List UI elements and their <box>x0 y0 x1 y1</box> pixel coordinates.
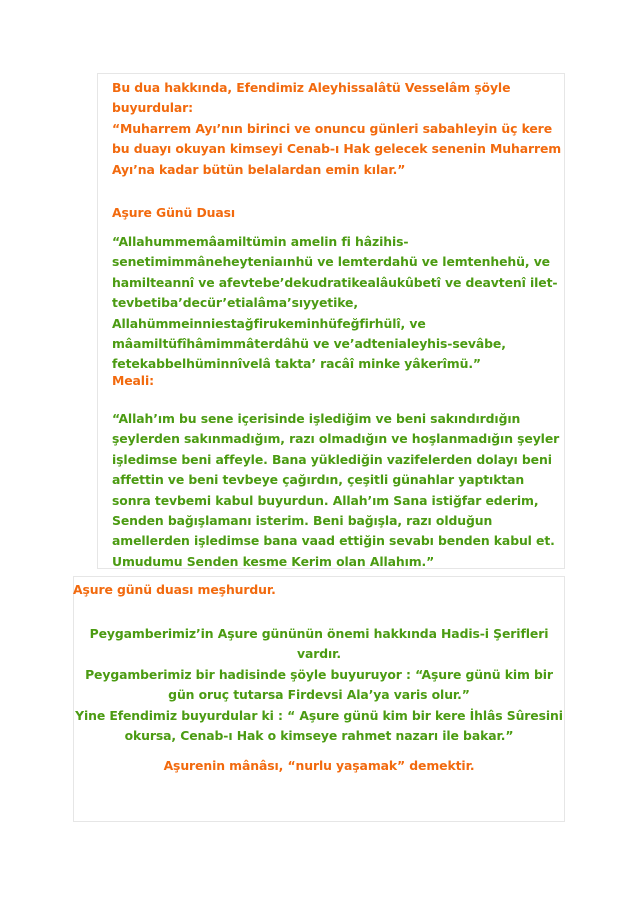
hadis-2: Yine Efendimiz buyurdular ki : “ Aşure günü kim bir kere İhlâs Sûresini okursa, Cenab-ı Hak o kimseye rahmet nazarı ile bakar.” <box>75 707 563 744</box>
intro-paragraph <box>112 78 562 180</box>
meshur-heading: Aşure günü duası meşhurdur. <box>73 582 276 597</box>
intro-quote: “Muharrem Ayı’nın birinci ve onuncu günleri sabahleyin üç kere bu duayı okuyan kimseyi Cenab-ı Hak gelecek senenin Muharrem Ayı’na kadar bütün belalardan emin kılar.” <box>112 120 562 177</box>
hadis-1: Peygamberimiz bir hadisinde şöyle buyuruyor : “Aşure günü kim bir gün oruç tutarsa Firdevsi Ala’ya varis olur.” <box>85 666 553 703</box>
dua-title: Aşure Günü Duası <box>112 205 236 220</box>
meal-title: Meali: <box>112 373 154 388</box>
intro-lead: Bu dua hakkında, Efendimiz Aleyhissalâtü Vesselâm şöyle buyurdular: <box>112 80 511 116</box>
hadis-block <box>75 624 563 746</box>
hadis-intro: Peygamberimiz’in Aşure gününün önemi hakkında Hadis-i Şerifleri vardır. <box>89 626 549 662</box>
closing-line: Aşurenin mânâsı, “nurlu yaşamak” demektir. <box>163 758 475 773</box>
meal-text: “Allah’ım bu sene içerisinde işlediğim ve beni sakındırdığın şeylerden sakınmadığım, razı olmadığın ve hoşlanmadığın şeyler işledimse beni affeyle. Bana yüklediğin vazifelerden dolayı beni affettin ve beni tevbeye çağırdın, çeşitli günahlar yaptıktan sonra tevbemi kabul buyurdun. Allah’ım Sana istiğfar ederim, Senden bağışlamanı isterim. Beni bağışla, razı olduğun amellerden işledimse bana vaad ettiğin sevabı benden kabul et. Umudumu Senden kesme Kerim olan Allahım.” <box>112 411 560 569</box>
dua-text: “Allahummemâamiltümin amelin fi hâzihis- senetimimmâneheyteniaınhü ve lemterdahü ve lemtenhehü, ve hamilteannî ve afevtebe’dekudratikealâukûbetî ve deavtenî ilet-tevbetiba’decür’etialâma’sıyyetike, Allahümmeinniestağfirukeminhüfeğfirhülî, ve mâamiltüfîhâmimmâterdâhü ve ve’adtenialeyhis-sevâbe, fetekabbelhüminnîvelâ takta’ racâî minke yâkerîmü.” <box>112 234 558 372</box>
